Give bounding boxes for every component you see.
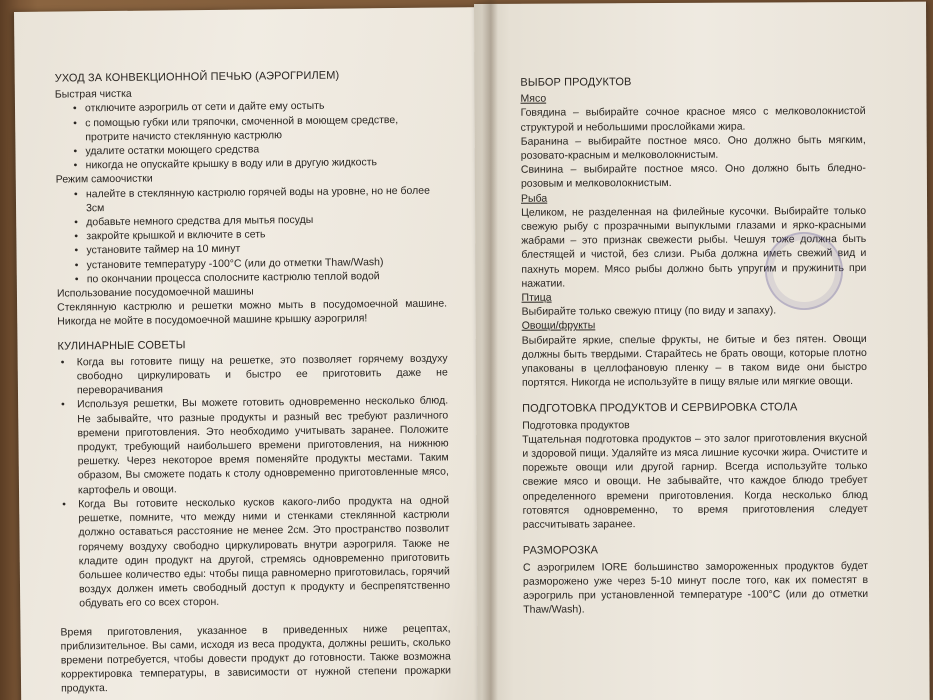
tips-title: КУЛИНАРНЫЕ СОВЕТЫ <box>57 338 186 353</box>
dishwasher-text: Стеклянную кастрюлю и решетки можно мыть в посудомоечной машине. Никогда не мойте в посудомоечной машине крышку аэрогриля! <box>57 297 448 329</box>
beef-text: Говядина – выбирайте сочное красное мясо с мелковолокнистой структурой и небольшими прослойками жира. <box>520 105 866 134</box>
list-item: • Когда вы готовите пищу на решетке, это позволяет горячему воздуху свободно циркулировать и быстро ее приготовить даже не переворачивания <box>58 351 448 398</box>
list-item: • установите температуру -100°С (или до отметки Thaw/Wash) <box>57 254 447 272</box>
list-item: • закройте крышкой и включите в сеть <box>56 226 446 244</box>
bird-title: Птица <box>521 291 552 304</box>
veg-title: Овощи/фрукты <box>521 319 596 333</box>
list-item: • Когда Вы готовите несколько кусков какого-либо продукта на одной решетке, помните, что между ними и стенками стеклянной кастрюли должно оставаться расстояние не менее 2см. Это пространство позволит горячему воздуху свободно циркулировать внутри аэрогриля. Также не кладите один продукт на другой, стремясь одновременно приготовить большее количество еды: чтобы пища равномерно приготовилась, горячий воздух должен иметь свободный доступ к продукту и беспрепятственно обдувать его со всех сторон. <box>59 493 450 611</box>
right-page-content <box>520 74 868 617</box>
list-item: • установите таймер на 10 минут <box>56 240 446 258</box>
choice-title: ВЫБОР ПРОДУКТОВ <box>520 76 632 89</box>
cooking-time-text: Время приготовления, указанное в приведенных ниже рецептах, приблизительное. Вы сами, исходя из веса продукта, должны решить, сколько времени потребуется, чтобы довести продукт до готовности. Также возможна корректировка температуры, в зависимости от нужной степени прожарки продукта. <box>60 621 451 695</box>
prep-title: ПОДГОТОВКА ПРОДУКТОВ И СЕРВИРОВКА СТОЛА <box>522 401 798 416</box>
prep-subtitle: Подготовка продуктов <box>522 418 630 432</box>
dishwasher-title: Использование посудомоечной машины <box>56 285 254 300</box>
fish-title: Рыба <box>520 192 548 205</box>
list-item: • Используя решетки, Вы можете готовить одновременно несколько блюд. Не забывайте, что разные продукты и разный вес требуют различного времени приготовления. Это необходимо учитывать заранее. Положите продукт, требующий наибольшего времени приготовления, на нижнюю решетку. Через некоторое время поменяйте продукты местами. Таким образом, Вы сможете подать к столу одновременно приготовленные мясо, картофель и овощи. <box>58 394 449 498</box>
bird-text: Выбирайте только свежую птицу (по виду и запаху). <box>521 304 777 319</box>
list-item: • удалите остатки моющего средства <box>55 141 445 159</box>
self-clean-title: Режим самоочистки <box>55 172 153 186</box>
list-item: • налейте в стеклянную кастрюлю горячей воды на уровне, но не более 3см <box>56 183 446 215</box>
lamb-text: Баранина – выбирайте постное мясо. Оно должно быть мягким, розовато-красным и мелковолокнистым. <box>520 133 866 162</box>
prep-text: Тщательная подготовка продуктов – это залог приготовления вкусной и здоровой пищи. Удаляйте из мяса лишние кусочки жира. Очистите и порежьте овощи или другой гарнир. Всегда используйте только свежие мясо и овощи. Не забывайте, что каждое блюдо требует определенного времени приготовления. Когда несколько блюд готовятся одновременно, то время приготовления следует рассчитывать заранее. <box>522 431 868 531</box>
meat-title: Мясо <box>520 92 547 105</box>
list-item: • по окончании процесса сполосните кастрюлю теплой водой <box>57 268 447 286</box>
pork-text: Свинина – выбирайте постное мясо. Оно должно быть бледно-розовым и мелковолокнистым. <box>520 162 866 191</box>
list-item: • добавьте немного средства для мытья посуды <box>56 212 446 230</box>
care-title: УХОД ЗА КОНВЕКЦИОННОЙ ПЕЧЬЮ (АЭРОГРИЛЕМ) <box>54 69 340 85</box>
quick-clean-list <box>55 98 446 173</box>
list-item: • никогда не опускайте крышку в воду или в другую жидкость <box>56 155 446 173</box>
self-clean-list <box>56 183 447 287</box>
book-gutter <box>482 0 498 700</box>
list-item: • с помощью губки или тряпочки, смоченной в моющем средстве, протрите начисто стеклянную кастрюлю <box>55 112 445 144</box>
tips-list <box>58 351 451 611</box>
thaw-title: РАЗМОРОЗКА <box>522 544 599 558</box>
left-page-content <box>55 67 452 696</box>
quick-clean-title: Быстрая чистка <box>54 87 132 101</box>
thaw-text: С аэрогрилем IORE большинство замороженных продуктов будет разморожено уже через 5-10 минут после того, как их поместят в аэрогриль при установленной температуре -100°С (или до отметки Thaw/Wash). <box>522 559 869 616</box>
right-page <box>474 2 930 700</box>
left-page <box>14 7 501 700</box>
fish-text: Целиком, не разделенная на филейные кусочки. Выбирайте только свежую рыбу с прозрачными выпуклыми глазами и ярко-красными жабрами – это признак свежести рыбы. Чешуя тоже должна быть блестящей и чистой, без слизи. Рыба должна иметь свежий вид и пахнуть морем. Мясо рыбы должно быть упругим и пружинить при нажатии. <box>521 204 867 290</box>
list-item: • отключите аэрогриль от сети и дайте ему остыть <box>55 98 445 116</box>
veg-text: Выбирайте яркие, спелые фрукты, не битые и без пятен. Овощи должны быть твердыми. Старайтесь не брать овощи, которые плотно упакованы в целлофановую пленку – в таком виде они быстро портятся. Никогда не используйте в пищу вялые или мягкие овощи. <box>521 332 867 390</box>
